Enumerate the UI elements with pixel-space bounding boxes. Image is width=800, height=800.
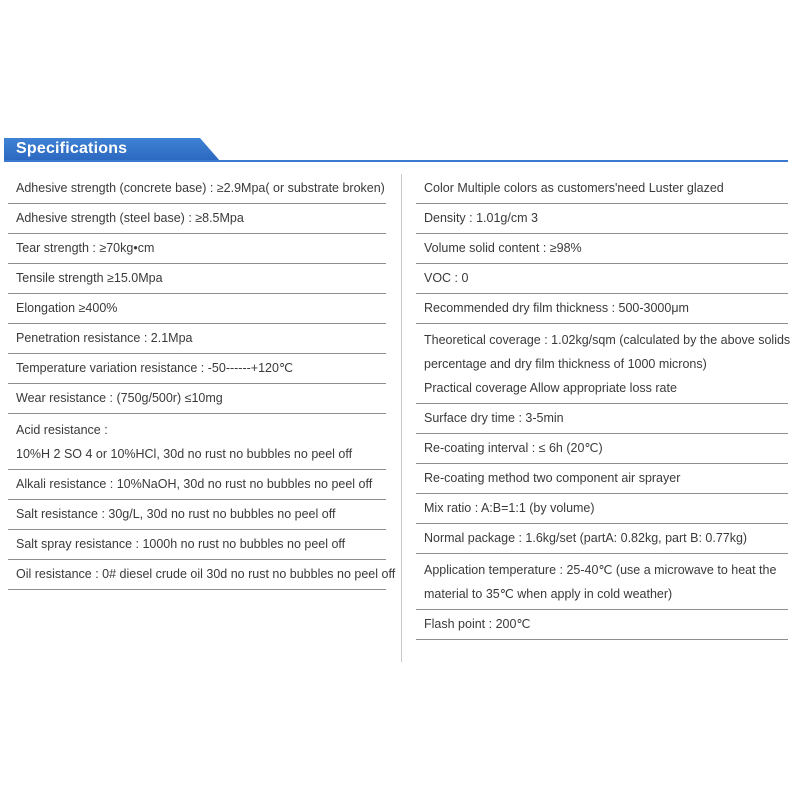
section-title: Specifications [16, 140, 128, 157]
spec-row [416, 610, 788, 640]
spec-text: Re-coating method two component air sprayer [424, 471, 681, 485]
spec-text: Application temperature : 25-40℃ (use a microwave to heat the [424, 563, 777, 577]
spec-text: material to 35℃ when apply in cold weather) [424, 587, 673, 601]
spec-row [416, 264, 788, 294]
spec-text: Recommended dry film thickness : 500-3000μm [424, 301, 689, 315]
spec-row [416, 494, 788, 524]
spec-row [416, 404, 788, 434]
spec-row [416, 174, 788, 204]
spec-text: Color Multiple colors as customers'need Luster glazed [424, 181, 724, 195]
spec-text: VOC : 0 [424, 271, 469, 285]
spec-row [8, 324, 386, 354]
spec-text: Tear strength : ≥70kg•cm [16, 241, 155, 255]
specifications-header [4, 138, 788, 162]
spec-text: Mix ratio : A:B=1:1 (by volume) [424, 501, 595, 515]
spec-text: Flash point : 200℃ [424, 617, 531, 631]
spec-row [8, 470, 386, 500]
spec-text: Re-coating interval : ≤ 6h (20℃) [424, 441, 603, 455]
spec-text: Adhesive strength (steel base) : ≥8.5Mpa [16, 211, 244, 225]
spec-row [416, 464, 788, 494]
spec-text: Temperature variation resistance : -50------+120℃ [16, 361, 293, 375]
spec-text: Theoretical coverage : 1.02kg/sqm (calculated by the above solids [424, 333, 791, 347]
spec-text: Practical coverage Allow appropriate loss rate [424, 381, 677, 395]
spec-row [8, 174, 386, 204]
spec-text: Volume solid content : ≥98% [424, 241, 582, 255]
spec-text: percentage and dry film thickness of 1000 microns) [424, 357, 707, 371]
spec-text: Salt spray resistance : 1000h no rust no bubbles no peel off [16, 537, 346, 551]
spec-row [416, 294, 788, 324]
spec-row [8, 560, 396, 590]
header-rule [4, 160, 788, 162]
left-spec-column [8, 174, 396, 590]
spec-row [8, 234, 386, 264]
spec-text: Wear resistance : (750g/500r) ≤10mg [16, 391, 223, 405]
spec-text: Oil resistance : 0# diesel crude oil 30d no rust no bubbles no peel off [16, 567, 396, 581]
right-spec-column [416, 174, 791, 640]
spec-text: Alkali resistance : 10%NaOH, 30d no rust no bubbles no peel off [16, 477, 373, 491]
spec-row [416, 554, 788, 610]
spec-row [416, 204, 788, 234]
spec-row [416, 234, 788, 264]
spec-text: Elongation ≥400% [16, 301, 118, 315]
spec-text: 10%H 2 SO 4 or 10%HCl, 30d no rust no bubbles no peel off [16, 447, 353, 461]
spec-row [8, 384, 386, 414]
spec-row [416, 434, 788, 464]
spec-text: Normal package : 1.6kg/set (partA: 0.82kg, part B: 0.77kg) [424, 531, 748, 545]
spec-text: Surface dry time : 3-5min [424, 411, 564, 425]
spec-row [8, 530, 386, 560]
spec-row [8, 354, 386, 384]
spec-text: Tensile strength ≥15.0Mpa [16, 271, 163, 285]
spec-text: Density : 1.01g/cm 3 [424, 211, 538, 225]
spec-text: Salt resistance : 30g/L, 30d no rust no bubbles no peel off [16, 507, 336, 521]
spec-row [8, 294, 386, 324]
spec-text: Penetration resistance : 2.1Mpa [16, 331, 193, 345]
column-divider [401, 174, 402, 662]
spec-row [416, 324, 791, 404]
spec-row [8, 264, 386, 294]
spec-row [8, 500, 386, 530]
spec-row [8, 414, 386, 470]
spec-row [8, 204, 386, 234]
spec-text: Adhesive strength (concrete base) : ≥2.9Mpa( or substrate broken) [16, 181, 385, 195]
spec-text: Acid resistance : [16, 423, 108, 437]
spec-row [416, 524, 788, 554]
